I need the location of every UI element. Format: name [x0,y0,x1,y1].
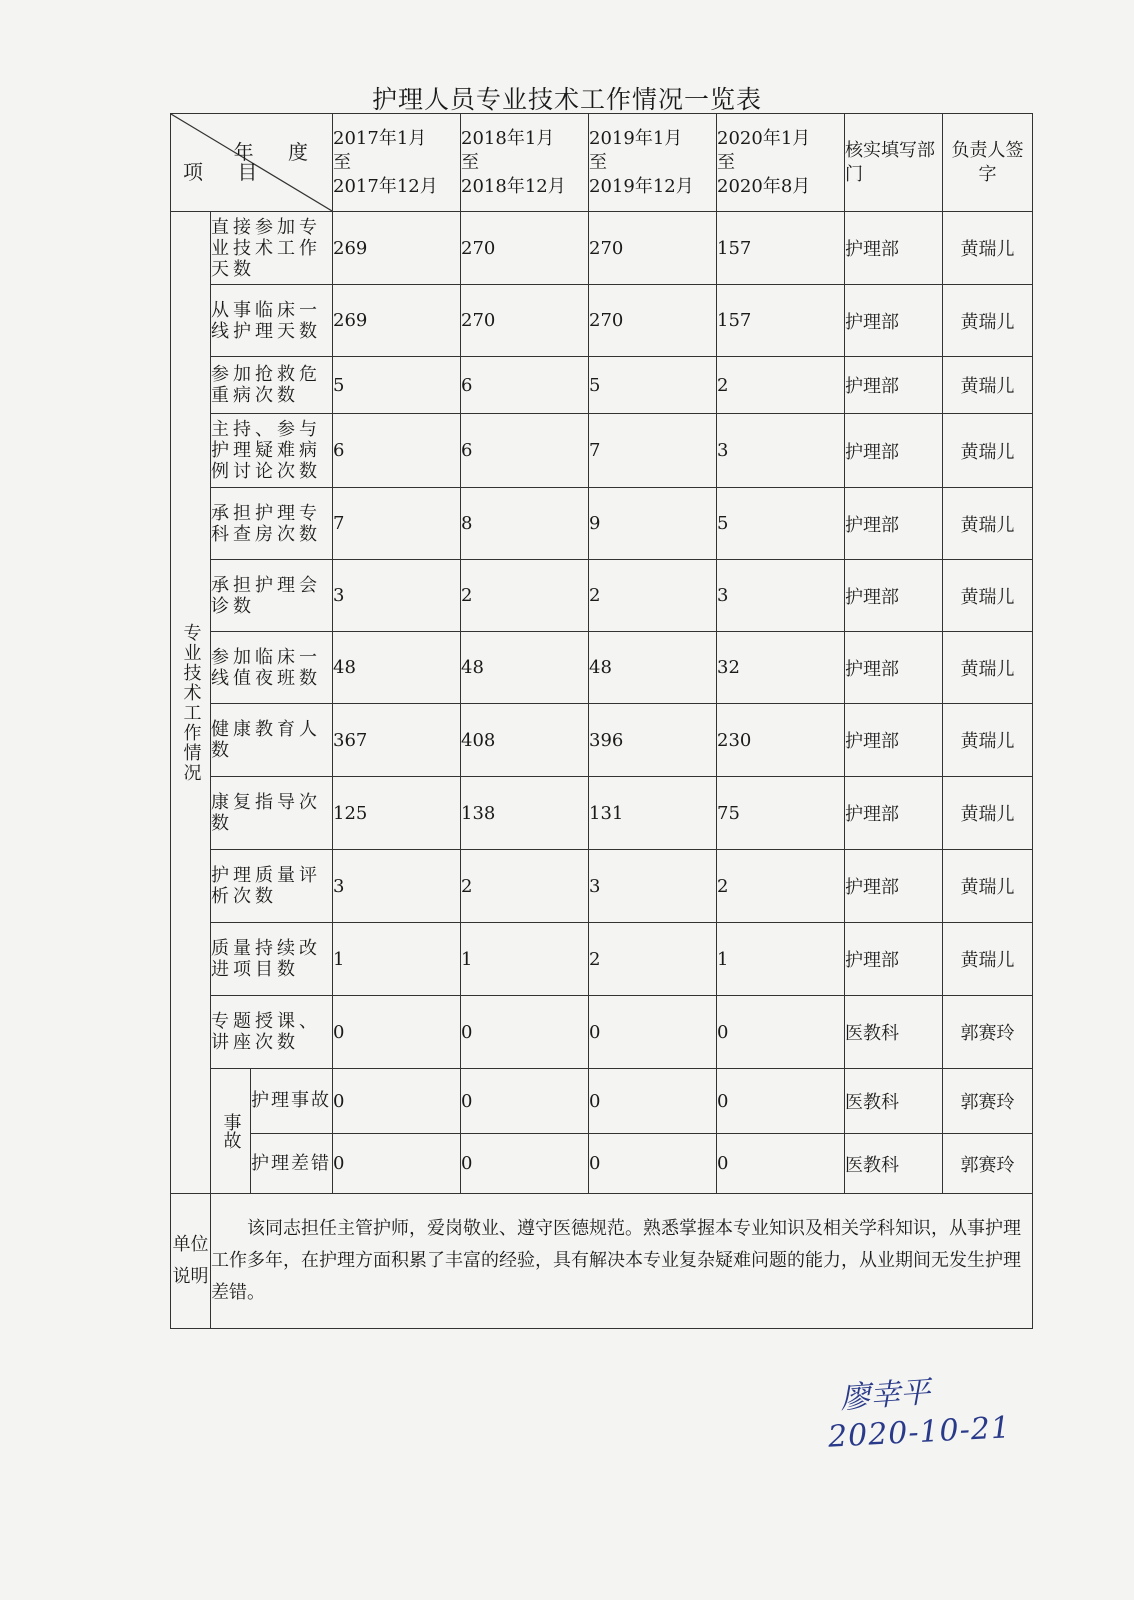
value-cell: 1 [461,923,589,996]
value-cell: 0 [461,996,589,1069]
item-label: 质量持续改进项目数 [211,923,333,996]
value-cell: 2 [461,850,589,923]
accident-label-cell: 事故 [211,1069,251,1194]
header-diagonal-cell [171,114,333,212]
value-cell: 230 [717,704,845,777]
header-row [171,114,1033,212]
dept-cell: 医教科 [845,1069,943,1134]
value-cell: 0 [333,1134,461,1194]
item-label: 主持、参与护理疑难病例讨论次数 [211,414,333,488]
dept-cell: 护理部 [845,850,943,923]
table-row [171,777,1033,850]
table-row [171,704,1033,777]
value-cell: 131 [589,777,717,850]
accident-item-label: 护理事故 [251,1069,333,1134]
item-label: 专题授课、讲座次数 [211,996,333,1069]
header-sign-label: 负责人签字 [943,114,1033,212]
period-header: 2019年1月 至 2019年12月 [589,114,717,212]
value-cell: 8 [461,488,589,560]
signature-date: 2020-10-21 [827,1410,1012,1455]
value-cell: 9 [589,488,717,560]
dept-cell: 护理部 [845,488,943,560]
value-cell: 157 [717,212,845,285]
value-cell: 0 [589,1134,717,1194]
note-label-cell: 单位说明 [171,1194,211,1329]
value-cell: 2 [717,357,845,414]
accident-row [171,1069,1033,1134]
value-cell: 0 [589,996,717,1069]
table-row [171,414,1033,488]
value-cell: 5 [589,357,717,414]
value-cell: 0 [589,1069,717,1134]
page-title: 护理人员专业技术工作情况一览表 [371,85,762,114]
period-header: 2018年1月 至 2018年12月 [461,114,589,212]
value-cell: 0 [717,996,845,1069]
value-cell: 396 [589,704,717,777]
accident-item-label: 护理差错 [251,1134,333,1194]
table-row [171,285,1033,357]
value-cell: 1 [333,923,461,996]
table-row [171,488,1033,560]
handwritten-signature: 廖幸平 [839,1374,932,1417]
dept-cell: 护理部 [845,704,943,777]
dept-cell: 医教科 [845,996,943,1069]
value-cell: 157 [717,285,845,357]
value-cell: 75 [717,777,845,850]
note-row [171,1194,1033,1329]
value-cell: 0 [461,1134,589,1194]
item-label: 从事临床一线护理天数 [211,285,333,357]
group-label-cell: 专业技术工作情况 [171,212,211,1194]
table-row [171,850,1033,923]
value-cell: 2 [589,560,717,632]
item-label: 参加临床一线值夜班数 [211,632,333,704]
value-cell: 0 [717,1069,845,1134]
sign-cell: 黄瑞儿 [943,850,1033,923]
sign-cell: 黄瑞儿 [943,777,1033,850]
period-header: 2020年1月 至 2020年8月 [717,114,845,212]
accident-row [171,1134,1033,1194]
value-cell: 48 [333,632,461,704]
item-label: 承担护理会诊数 [211,560,333,632]
value-cell: 6 [461,357,589,414]
value-cell: 7 [333,488,461,560]
dept-cell: 护理部 [845,560,943,632]
dept-cell: 护理部 [845,777,943,850]
value-cell: 5 [333,357,461,414]
sign-cell: 黄瑞儿 [943,414,1033,488]
item-label: 承担护理专科查房次数 [211,488,333,560]
dept-cell: 护理部 [845,632,943,704]
dept-cell: 护理部 [845,285,943,357]
sign-cell: 郭赛玲 [943,996,1033,1069]
table-row [171,357,1033,414]
item-label: 康复指导次数 [211,777,333,850]
value-cell: 3 [333,850,461,923]
value-cell: 270 [461,212,589,285]
period-header: 2017年1月 至 2017年12月 [333,114,461,212]
sign-cell: 黄瑞儿 [943,923,1033,996]
value-cell: 270 [589,212,717,285]
value-cell: 3 [333,560,461,632]
dept-cell: 医教科 [845,1134,943,1194]
header-year-label: 年 度 [233,140,323,164]
item-label: 参加抢救危重病次数 [211,357,333,414]
value-cell: 270 [589,285,717,357]
value-cell: 0 [717,1134,845,1194]
table-row [171,632,1033,704]
value-cell: 0 [461,1069,589,1134]
value-cell: 5 [717,488,845,560]
table-row [171,996,1033,1069]
value-cell: 408 [461,704,589,777]
value-cell: 0 [333,1069,461,1134]
value-cell: 7 [589,414,717,488]
header-dept-label: 核实填写部门 [845,114,943,212]
item-label: 健康教育人数 [211,704,333,777]
sign-cell: 黄瑞儿 [943,212,1033,285]
note-text-cell: 该同志担任主管护师，爱岗敬业、遵守医德规范。熟悉掌握本专业知识及相关学科知识，从事护理工作多年，在护理方面积累了丰富的经验，具有解决本专业复杂疑难问题的能力，从业期间无发生护理差错。 [211,1194,1033,1329]
nursing-work-table [170,113,1033,1329]
sign-cell: 郭赛玲 [943,1134,1033,1194]
item-label: 直接参加专业技术工作天数 [211,212,333,285]
header-item-label: 项 目 [183,160,272,184]
dept-cell: 护理部 [845,357,943,414]
value-cell: 269 [333,285,461,357]
value-cell: 2 [717,850,845,923]
value-cell: 32 [717,632,845,704]
sign-cell: 黄瑞儿 [943,560,1033,632]
value-cell: 3 [717,560,845,632]
sign-cell: 郭赛玲 [943,1069,1033,1134]
value-cell: 125 [333,777,461,850]
value-cell: 2 [461,560,589,632]
value-cell: 48 [461,632,589,704]
dept-cell: 护理部 [845,923,943,996]
value-cell: 3 [589,850,717,923]
table-row [171,212,1033,285]
sign-cell: 黄瑞儿 [943,357,1033,414]
value-cell: 138 [461,777,589,850]
value-cell: 367 [333,704,461,777]
table-row [171,560,1033,632]
sign-cell: 黄瑞儿 [943,285,1033,357]
sign-cell: 黄瑞儿 [943,704,1033,777]
value-cell: 2 [589,923,717,996]
value-cell: 6 [461,414,589,488]
sign-cell: 黄瑞儿 [943,488,1033,560]
value-cell: 1 [717,923,845,996]
value-cell: 269 [333,212,461,285]
table-row [171,923,1033,996]
value-cell: 270 [461,285,589,357]
dept-cell: 护理部 [845,212,943,285]
dept-cell: 护理部 [845,414,943,488]
value-cell: 0 [333,996,461,1069]
item-label: 护理质量评析次数 [211,850,333,923]
value-cell: 6 [333,414,461,488]
sign-cell: 黄瑞儿 [943,632,1033,704]
value-cell: 3 [717,414,845,488]
value-cell: 48 [589,632,717,704]
